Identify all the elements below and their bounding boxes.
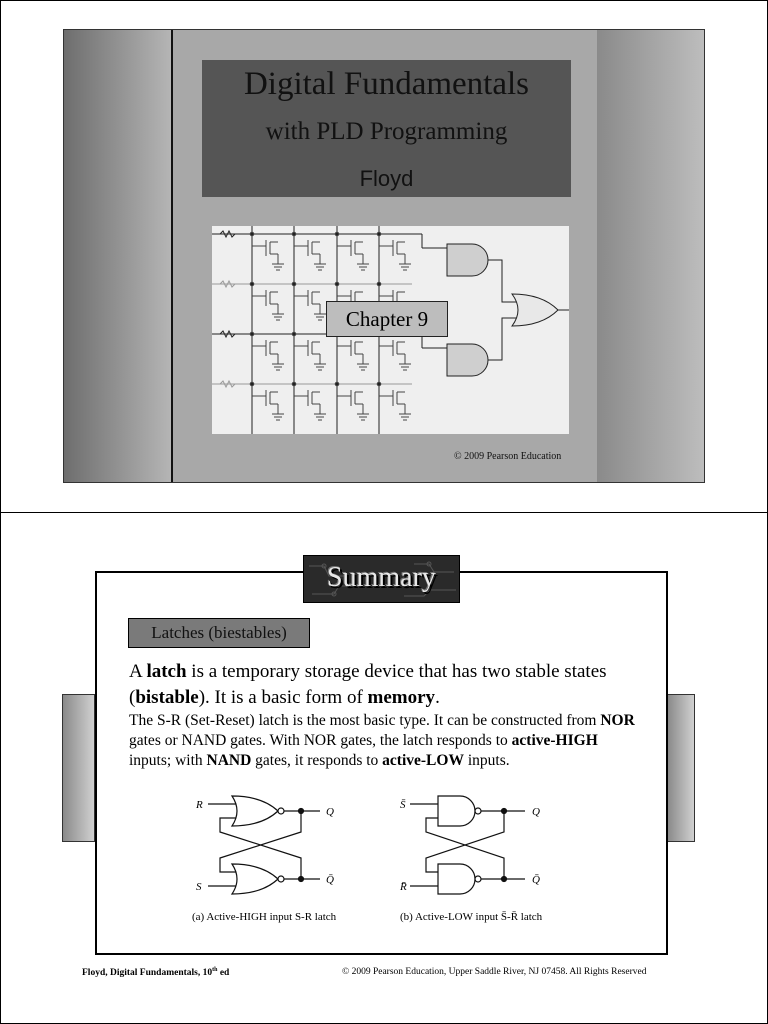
caption-a: (a) Active-HIGH input S-R latch (192, 911, 337, 923)
transistor-cell (294, 340, 326, 370)
fuse-node (335, 282, 339, 286)
nand-input-sbar: S̄ (400, 799, 406, 811)
fuse-node (250, 282, 254, 286)
transistor-cell (252, 290, 284, 320)
transistor-cell (337, 390, 369, 420)
footer-book-info: Floyd, Digital Fundamentals, 10th ed (82, 967, 230, 979)
book-author: Floyd (359, 166, 414, 191)
transistor-cell (337, 240, 369, 270)
transistor-cell (252, 390, 284, 420)
book-subtitle: with PLD Programming (265, 118, 508, 145)
transistor-cell (252, 240, 284, 270)
fuse-node (377, 232, 381, 236)
fuse-node (292, 332, 296, 336)
title-box (202, 60, 571, 197)
summary-header (303, 555, 460, 603)
nor-output-q: Q (326, 806, 334, 818)
nand-input-rbar: R̄ (400, 881, 407, 893)
transistor-cell (294, 390, 326, 420)
caption-b: (b) Active-LOW input S̄-R̄ latch (400, 911, 543, 923)
transistor-cell (252, 340, 284, 370)
transistor-cell (379, 240, 411, 270)
fuse-node (335, 232, 339, 236)
fuse-node (250, 232, 254, 236)
transistor-cell (294, 240, 326, 270)
fuse-node (292, 232, 296, 236)
latch-definition: A latch is a temporary storage device that has two stable states (bistable). It is a basic form of memory. (129, 661, 607, 708)
nand-latch-diagram (410, 796, 525, 894)
latch-diagrams (180, 790, 600, 930)
summary-title: Summary (327, 562, 436, 593)
footer-copyright: © 2009 Pearson Education, Upper Saddle River, NJ 07458. All Rights Reserved (342, 967, 647, 977)
slide-1-copyright: © 2009 Pearson Education (454, 451, 562, 462)
transistor-cell (379, 340, 411, 370)
fuse-node (292, 382, 296, 386)
chapter-label: Chapter 9 (326, 301, 448, 337)
fuse-node (250, 382, 254, 386)
slide-2-right-bar (667, 694, 695, 842)
nor-output-qbar: Q̄ (326, 874, 334, 886)
nor-input-s: S (196, 881, 202, 893)
nand-output-q: Q (532, 806, 540, 818)
transistor-cell (337, 340, 369, 370)
topic-label: Latches (biestables) (128, 618, 310, 648)
fuse-node (335, 382, 339, 386)
slide-1-right-panel (597, 30, 704, 482)
slide-2-left-bar (62, 694, 95, 842)
nor-input-r: R (196, 799, 203, 811)
sr-latch-description: The S-R (Set-Reset) latch is the most basic type. It can be constructed from NOR gates or NAND gates. With NOR gates, the latch responds to active-HIGH inputs; with NAND gates, it responds to active-LOW inputs. (129, 712, 635, 769)
transistor-cell (294, 290, 326, 320)
transistor-cell (379, 390, 411, 420)
nor-latch-diagram (208, 796, 320, 894)
fuse-node (292, 282, 296, 286)
fuse-node (250, 332, 254, 336)
fuse-node (377, 282, 381, 286)
book-title: Digital Fundamentals (243, 66, 530, 102)
nand-output-qbar: Q̄ (532, 874, 540, 886)
slide-1-left-panel (64, 30, 171, 482)
fuse-node (377, 382, 381, 386)
